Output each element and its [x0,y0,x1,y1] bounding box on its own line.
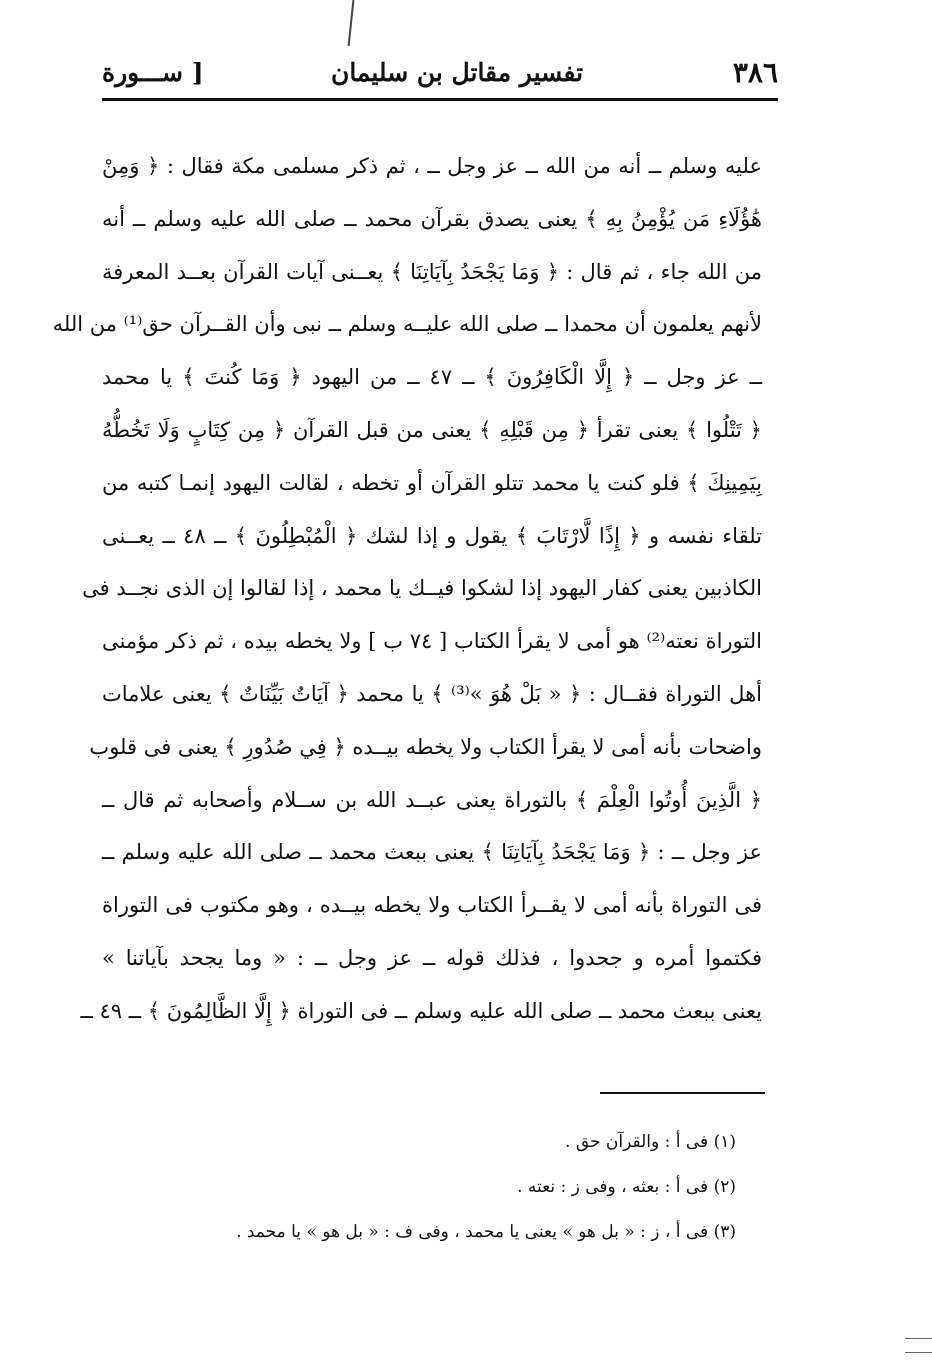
body-line: ﴿ تَتْلُوا ﴾ يعنى تقرأ ﴿ مِن قَبْلِهِ ﴾ يعنى من قبل القرآن ﴿ مِن كِتَابٍ وَلَا تَخُطُّهُ [102,417,762,442]
body-line: فى التوراة بأنه أمى لا يقــرأ الكتاب ولا يخطه بيــده ، وهو مكتوب فى التوراة [102,893,762,918]
header-rule [102,98,778,101]
body-line: ﴿ الَّذِينَ أُوتُوا الْعِلْمَ ﴾ بالتوراة يعنى عبــد الله بن ســلام وأصحابه ثم قال ــ [102,787,762,812]
scan-edge-mark [905,1338,932,1339]
body-line: فكتموا أمره و جحدوا ، فذلك قوله ــ عز وجل ــ : « وما يجحد بآياتنا » [102,945,762,970]
footnotes [176,1120,736,1255]
body-text [52,140,762,1038]
body-line: بِيَمِينِكَ ﴾ فلو كنت يا محمد تتلو القرآن أو تخطه ، لقالت اليهود إنمـا كتبه من [102,470,762,495]
body-line: واضحات بأنه أمى لا يقرأ الكتاب ولا يخطه بيــده ﴿ فِي صُدُورِ ﴾ يعنى فى قلوب [89,734,762,759]
body-line: أهل التوراة فقــال : ﴿ « بَلْ هُوَ »⁽³⁾ ﴾ يا محمد ﴿ آيَاتٌ بَيِّنَاتٌ ﴾ يعنى علامات [102,681,762,706]
body-line: تلقاء نفسه و ﴿ إِذًا لَّارْتَابَ ﴾ يقول و إذا لشك ﴿ الْمُبْطِلُونَ ﴾ ــ ٤٨ ــ يعــنى [102,523,762,548]
body-line: هَٰؤُلَاءِ مَن يُؤْمِنُ بِهِ ﴾ يعنى يصدق بقرآن محمد ــ صلى الله عليه وسلم ــ أنه [102,206,762,231]
body-line: لأنهم يعلمون أن محمدا ــ صلى الله عليــه وسلم ــ نبى وأن القــرآن حق⁽¹⁾ من الله [52,312,762,337]
body-line: التوراة نعته⁽²⁾ هو أمى لا يقرأ الكتاب [ ٧٤ ب ] ولا يخطه بيده ، ثم ذكر مؤمنى [102,629,762,654]
body-line: الكاذبين يعنى كفار اليهود إذا لشكوا فيــك يا محمد ، إذا لقالوا إن الذى نجــد فى [82,576,762,601]
body-line: عليه وسلم ــ أنه من الله ــ عز وجل ــ ، ثم ذكر مسلمى مكة فقال : ﴿ وَمِنْ [102,154,762,178]
body-line: يعنى ببعث محمد ــ صلى الله عليه وسلم ــ فى التوراة ﴿ إِلَّا الظَّالِمُونَ ﴾ ــ ٤٩ ــ [80,998,762,1023]
body-line: من الله جاء ، ثم قال : ﴿ وَمَا يَجْحَدُ بِآيَاتِنَا ﴾ يعــنى آيات القرآن بعــد المعرفة [102,259,762,284]
footnote: (١) فى أ : والقرآن حق . [565,1132,736,1152]
running-title: تفسير مقاتل بن سليمان [330,58,584,87]
footnote: (٣) فى أ ، ز : « بل هو » يعنى يا محمد ، وفى ف : « بل هو » يا محمد . [236,1222,736,1242]
body-line: عز وجل ــ : ﴿ وَمَا يَجْحَدُ بِآيَاتِنَا ﴾ يعنى ببعث محمد ــ صلى الله عليه وسلم ــ [102,840,762,865]
page-number: ٣٨٦ [732,56,778,89]
footnote: (٢) فى أ : بعثه ، وفى ز : نعته . [517,1177,736,1197]
body-line: ــ عز وجل ــ ﴿ إِلَّا الْكَافِرُونَ ﴾ ــ ٤٧ ــ من اليهود ﴿ وَمَا كُنتَ ﴾ يا محمد [102,365,762,390]
page-header [102,56,778,96]
footnote-rule [600,1092,765,1094]
surah-label: [ ســـورة [102,58,204,87]
scan-mark [348,0,355,46]
scan-edge-mark [905,1352,932,1353]
